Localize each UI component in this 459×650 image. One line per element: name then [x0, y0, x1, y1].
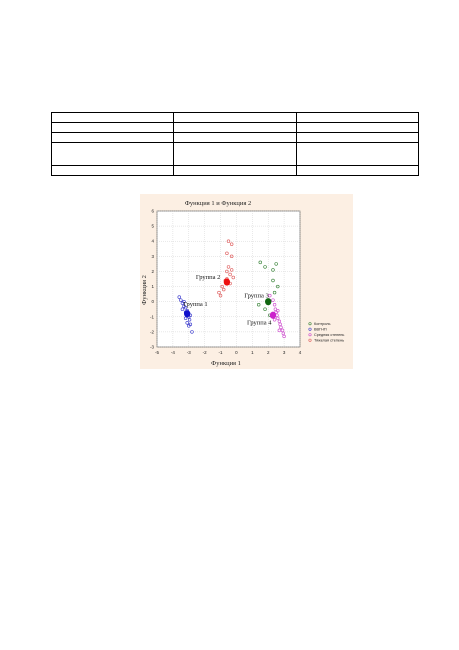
group-centroid [184, 310, 190, 317]
x-tick-label: 2 [266, 350, 270, 355]
x-tick-label: 3 [282, 350, 286, 355]
table-cell [296, 133, 418, 143]
table-cell [174, 143, 296, 166]
centroid-label: Группа 1 [183, 300, 208, 308]
x-tick-label: -2 [202, 350, 207, 355]
legend-entry: Средняя степень [314, 333, 345, 337]
table-cell [296, 166, 418, 176]
table-cell [52, 143, 174, 166]
x-tick-label: -5 [154, 350, 160, 355]
legend-entry: Контроль [314, 322, 331, 326]
legend-marker [309, 339, 311, 341]
table-row [52, 166, 419, 176]
x-tick-label: 4 [298, 350, 302, 355]
group-centroid [270, 312, 276, 319]
y-axis-label: Функция 2 [141, 275, 148, 305]
discriminant-scatter-figure [140, 194, 353, 369]
centroid-label: Группа 4 [246, 319, 272, 327]
legend-entry: ВВГНП [314, 327, 327, 332]
y-tick-label: 5 [151, 223, 154, 229]
table-cell [52, 123, 174, 133]
centroid-label: Группа 2 [195, 274, 221, 282]
legend-entry: Тяжелая степень [314, 338, 345, 343]
legend-marker [309, 328, 311, 330]
table-cell [296, 123, 418, 133]
table-row [52, 133, 419, 143]
table-cell [52, 113, 174, 123]
y-tick-label: 6 [151, 208, 154, 214]
table-row [52, 143, 419, 166]
y-tick-label: -2 [149, 329, 154, 335]
y-tick-label: 0 [151, 299, 154, 305]
table-cell [296, 113, 418, 123]
table-cell [52, 166, 174, 176]
table-row [52, 113, 419, 123]
y-tick-label: 4 [151, 238, 154, 244]
x-tick-label: 0 [235, 350, 238, 355]
x-tick-label: -4 [170, 350, 175, 355]
scatter-chart [140, 194, 353, 369]
empty-data-table [51, 112, 419, 176]
x-tick-label: 1 [251, 350, 254, 355]
centroid-label: Группа 3 [244, 292, 269, 300]
table-cell [174, 113, 296, 123]
x-tick-label: -1 [218, 350, 223, 355]
table-cell [296, 143, 418, 166]
y-tick-label: -1 [149, 314, 154, 320]
legend-marker [309, 323, 311, 325]
y-tick-label: -3 [149, 344, 154, 350]
table-row [52, 123, 419, 133]
table-cell [52, 133, 174, 143]
chart-title: Функция 1 и Функция 2 [184, 200, 252, 207]
x-axis-label: Функция 1 [211, 360, 241, 367]
table-cell [174, 133, 296, 143]
x-tick-label: -3 [186, 350, 191, 355]
y-tick-label: 2 [151, 268, 154, 274]
table-cell [174, 123, 296, 133]
group-centroid [224, 278, 230, 285]
y-tick-label: 3 [151, 253, 154, 259]
y-tick-label: 1 [151, 284, 154, 290]
legend-marker [309, 334, 311, 336]
table-cell [174, 166, 296, 176]
